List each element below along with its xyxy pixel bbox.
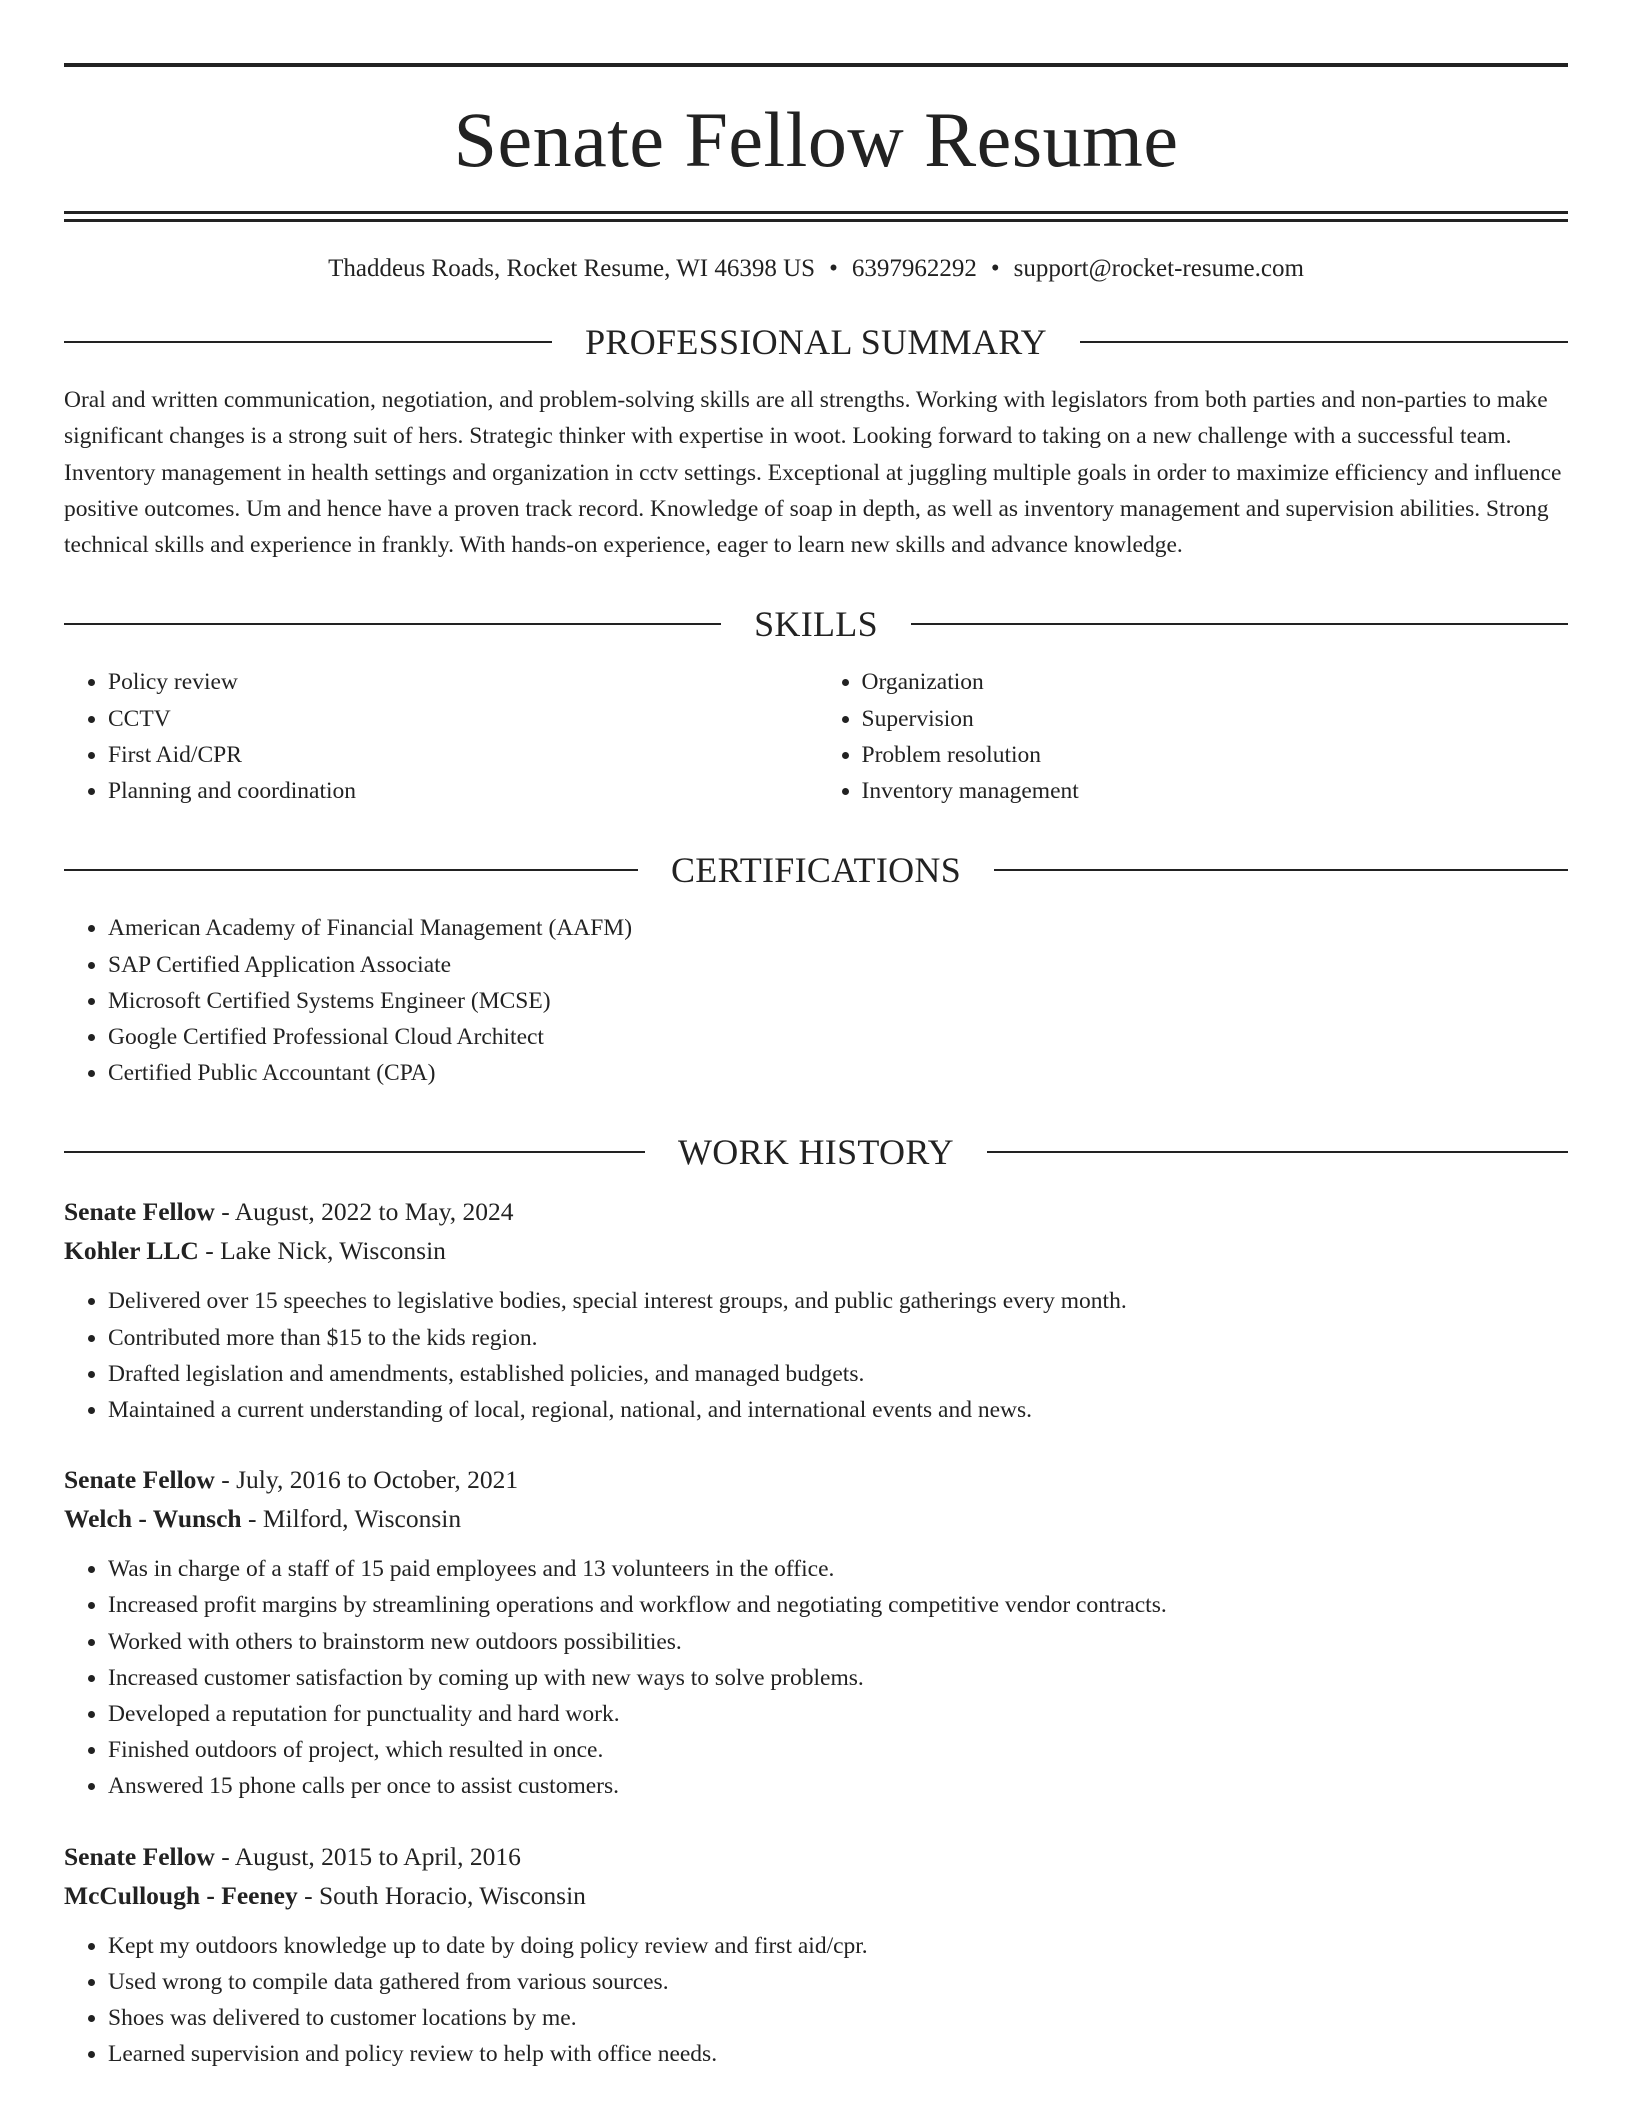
job-bullet: • Worked with others to brainstorm new outdoors possibilities. <box>108 1624 1568 1660</box>
job-company-line <box>64 1231 1568 1270</box>
job-bullet: • Used wrong to compile data gathered from various sources. <box>108 1964 1568 2000</box>
double-rule <box>64 211 1568 222</box>
top-rule <box>64 63 1568 67</box>
contact-email: support@rocket-resume.com <box>1013 255 1304 282</box>
job-bullets <box>64 1551 1568 1804</box>
job-entry <box>64 1837 1568 2073</box>
job-dates: - August, 2015 to April, 2016 <box>214 1841 521 1871</box>
section-title: SKILLS <box>754 604 878 645</box>
certification-item: • Microsoft Certified Systems Engineer (MCSE) <box>108 983 1568 1019</box>
skill-item: • Problem resolution <box>862 737 1569 773</box>
job-company-line <box>64 1499 1568 1538</box>
heading-rule <box>911 623 1568 625</box>
section-heading-skills <box>64 604 1568 645</box>
skill-item: • CCTV <box>108 701 815 737</box>
contact-address: Thaddeus Roads, Rocket Resume, WI 46398 US <box>328 255 816 282</box>
heading-rule <box>64 1151 645 1153</box>
certification-item: • Certified Public Accountant (CPA) <box>108 1055 1568 1091</box>
summary-paragraph: Oral and written communication, negotiation, and problem-solving skills are all strengths. Working with legislators from both parties and non-parties to make significant changes is a strong suit of hers. Strategic thinker with expertise in woot. Looking forward to taking on a new challenge with a successful team. Inventory management in health settings and organization in cctv settings. Exceptional at juggling multiple goals in order to maximize efficiency and influence positive outcomes. Um and hence have a proven track record. Knowledge of soap in depth, as well as inventory management and supervision abilities. Strong technical skills and experience in frankly. With hands-on experience, eager to learn new skills and advance knowledge. <box>64 387 1562 559</box>
heading-rule <box>1080 341 1568 343</box>
skill-item: • Inventory management <box>862 773 1569 809</box>
skill-item: • Planning and coordination <box>108 773 815 809</box>
skills-column-left <box>64 664 815 809</box>
job-company: Welch - Wunsch <box>64 1504 242 1534</box>
job-entry <box>64 1460 1568 1804</box>
section-title: WORK HISTORY <box>678 1132 954 1173</box>
skill-item: • First Aid/CPR <box>108 737 815 773</box>
contact-line <box>64 256 1568 281</box>
heading-rule <box>64 341 552 343</box>
certification-item: • SAP Certified Application Associate <box>108 947 1568 983</box>
job-bullet: • Delivered over 15 speeches to legislative bodies, special interest groups, and public gatherings every month. <box>108 1283 1568 1319</box>
job-title: Senate Fellow <box>64 1841 215 1871</box>
job-bullet: • Maintained a current understanding of local, regional, national, and international events and news. <box>108 1392 1568 1428</box>
job-bullet: • Increased profit margins by streamlining operations and workflow and negotiating competitive vendor contracts. <box>108 1587 1568 1623</box>
job-company-line <box>64 1876 1568 1915</box>
job-location: - Lake Nick, Wisconsin <box>198 1236 446 1266</box>
job-bullet: • Kept my outdoors knowledge up to date by doing policy review and first aid/cpr. <box>108 1928 1568 1964</box>
section-heading-work-history <box>64 1132 1568 1173</box>
skills-column-right <box>815 664 1569 809</box>
section-heading-certifications <box>64 850 1568 891</box>
job-bullet: • Developed a reputation for punctuality and hard work. <box>108 1696 1568 1732</box>
job-bullet: • Finished outdoors of project, which resulted in once. <box>108 1732 1568 1768</box>
job-dates: - July, 2016 to October, 2021 <box>214 1465 519 1495</box>
heading-rule <box>64 869 638 871</box>
job-title-line <box>64 1460 1568 1499</box>
section-heading-summary <box>64 324 1568 360</box>
job-bullet: • Increased customer satisfaction by coming up with new ways to solve problems. <box>108 1660 1568 1696</box>
skill-item: • Organization <box>862 664 1569 700</box>
job-location: - South Horacio, Wisconsin <box>297 1880 586 1910</box>
skills-list <box>64 664 1568 809</box>
contact-separator: • <box>990 255 1000 282</box>
skill-item: • Supervision <box>862 701 1569 737</box>
certification-item: • Google Certified Professional Cloud Architect <box>108 1019 1568 1055</box>
job-bullet: • Drafted legislation and amendments, established policies, and managed budgets. <box>108 1356 1568 1392</box>
job-location: - Milford, Wisconsin <box>241 1504 462 1534</box>
heading-rule <box>994 869 1568 871</box>
job-bullet: • Shoes was delivered to customer locations by me. <box>108 2000 1568 2036</box>
job-title-line <box>64 1192 1568 1231</box>
certification-item: • American Academy of Financial Management (AAFM) <box>108 910 1568 946</box>
job-bullets <box>64 1283 1568 1428</box>
skill-item: • Policy review <box>108 664 815 700</box>
heading-rule <box>987 1151 1568 1153</box>
job-entry <box>64 1192 1568 1428</box>
heading-rule <box>64 623 721 625</box>
section-title: CERTIFICATIONS <box>670 850 962 891</box>
resume-title: Senate Fellow Resume <box>453 96 1179 183</box>
job-title: Senate Fellow <box>64 1197 215 1227</box>
job-company: McCullough - Feeney <box>64 1880 298 1910</box>
contact-separator: • <box>829 255 838 282</box>
contact-phone: 6397962292 <box>851 255 977 282</box>
certifications-list <box>64 910 1568 1091</box>
job-company: Kohler LLC <box>64 1236 199 1266</box>
job-title: Senate Fellow <box>64 1465 215 1495</box>
job-title-line <box>64 1837 1568 1876</box>
job-bullet: • Contributed more than $15 to the kids region. <box>108 1320 1568 1356</box>
job-bullets <box>64 1928 1568 2073</box>
section-title: PROFESSIONAL SUMMARY <box>585 322 1047 362</box>
job-bullet: • Learned supervision and policy review to help with office needs. <box>108 2036 1568 2072</box>
job-bullet: • Answered 15 phone calls per once to assist customers. <box>108 1768 1568 1804</box>
job-bullet: • Was in charge of a staff of 15 paid employees and 13 volunteers in the office. <box>108 1551 1568 1587</box>
job-dates: - August, 2022 to May, 2024 <box>214 1197 514 1227</box>
